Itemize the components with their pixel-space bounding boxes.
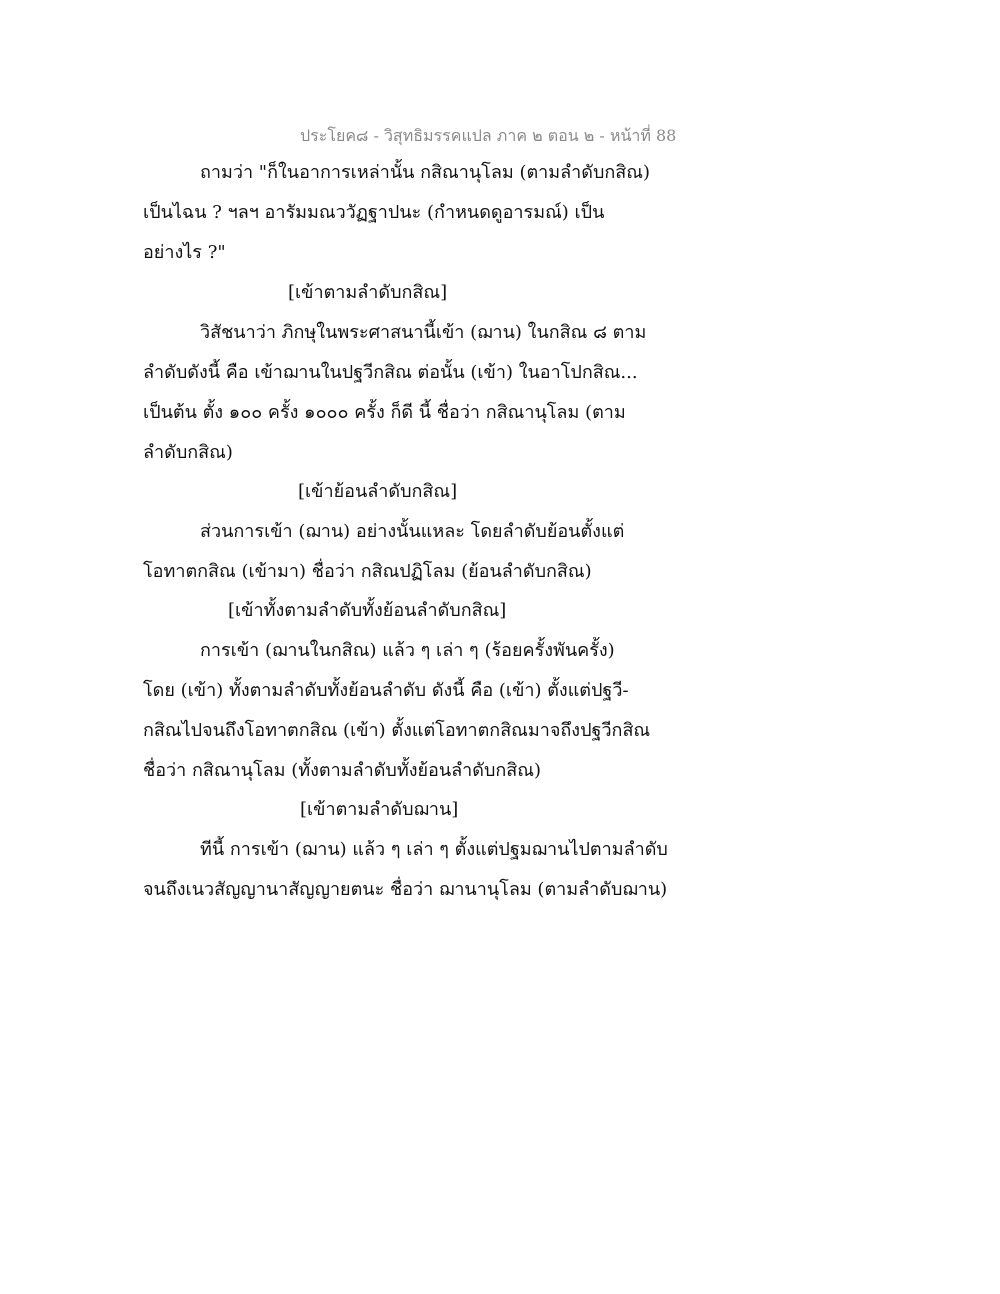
section-heading: [เข้าทั้งตามลำดับทั้งย้อนลำดับกสิณ] — [228, 600, 507, 621]
section-heading: [เข้าตามลำดับฌาน] — [300, 799, 459, 820]
text-line: ลำดับกสิณ) — [143, 442, 233, 463]
page-header: ประโยค๘ - วิสุทธิมรรคแปล ภาค ๒ ตอน ๒ - หน้าที่ 88 — [300, 126, 677, 145]
text-line: เป็นไฉน ? ฯลฯ อารัมมณววัฏฐาปนะ (กำหนดดูอารมณ์) เป็น — [143, 202, 605, 223]
text-line: ลำดับดังนี้ คือ เข้าฌานในปฐวีกสิณ ต่อนั้น (เข้า) ในอาโปกสิณ... — [143, 362, 638, 383]
text-line: โดย (เข้า) ทั้งตามลำดับทั้งย้อนลำดับ ดังนี้ คือ (เข้า) ตั้งแต่ปฐวี- — [143, 680, 629, 701]
text-line: จนถึงเนวสัญญานาสัญญายตนะ ชื่อว่า ฌานานุโลม (ตามลำดับฌาน) — [143, 879, 668, 900]
text-line: ถามว่า "ก็ในอาการเหล่านั้น กสิณานุโลม (ตามลำดับกสิณ) — [200, 162, 650, 183]
text-line: วิสัชนาว่า ภิกษุในพระศาสนานี้เข้า (ฌาน) ในกสิณ ๘ ตาม — [200, 322, 647, 343]
text-line: ส่วนการเข้า (ฌาน) อย่างนั้นแหละ โดยลำดับย้อนตั้งแต่ — [200, 521, 625, 542]
text-line: ทีนี้ การเข้า (ฌาน) แล้ว ๆ เล่า ๆ ตั้งแต่ปฐมฌานไปตามลำดับ — [200, 839, 668, 860]
text-line: อย่างไร ?" — [143, 242, 226, 263]
section-heading: [เข้าตามลำดับกสิณ] — [288, 282, 448, 303]
text-line: การเข้า (ฌานในกสิณ) แล้ว ๆ เล่า ๆ (ร้อยครั้งพันครั้ง) — [200, 640, 615, 661]
section-heading: [เข้าย้อนลำดับกสิณ] — [298, 481, 458, 502]
text-line: เป็นต้น ตั้ง ๑๐๐ ครั้ง ๑๐๐๐ ครั้ง ก็ดี นี้ ชื่อว่า กสิณานุโลม (ตาม — [143, 402, 626, 423]
text-line: ชื่อว่า กสิณานุโลม (ทั้งตามลำดับทั้งย้อนลำดับกสิณ) — [143, 760, 542, 781]
text-line: โอทาตกสิณ (เข้ามา) ชื่อว่า กสิณปฏิโลม (ย้อนลำดับกสิณ) — [143, 561, 592, 582]
text-line: กสิณไปจนถึงโอทาตกสิณ (เข้า) ตั้งแต่โอทาตกสิณมาจถึงปฐวีกสิณ — [143, 720, 651, 741]
